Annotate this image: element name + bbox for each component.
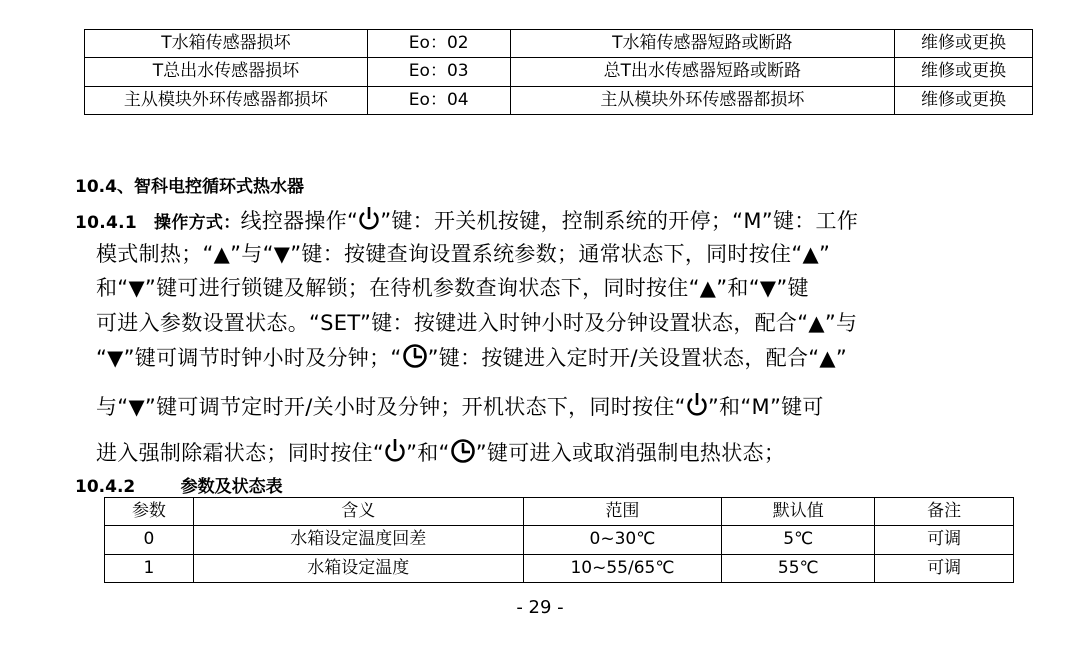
param-meaning: 水箱设定温度回差 <box>193 526 523 555</box>
param-default: 5℃ <box>722 526 875 555</box>
fault-action: 维修或更换 <box>895 58 1033 86</box>
text-run: “▼”键可调节时钟小时及分钟；“ <box>96 346 402 370</box>
fault-cause: 主从模块外环传感器都损坏 <box>510 86 895 114</box>
text-run: ”键：按键进入定时开/关设置状态，配合“▲” <box>427 346 848 370</box>
paragraph-line <box>75 205 858 237</box>
table-row <box>105 526 1014 555</box>
fault-action: 维修或更换 <box>895 86 1033 114</box>
paragraph-line <box>96 391 824 423</box>
param-meaning: 水箱设定温度 <box>193 554 523 583</box>
table-row <box>85 86 1033 114</box>
power-icon <box>686 392 708 423</box>
param-default: 55℃ <box>722 554 875 583</box>
subsection-number: 10.4.1 <box>75 213 138 233</box>
fault-code: Eo：03 <box>367 58 510 86</box>
text-run: 线控器操作“ <box>240 209 359 233</box>
text-run: 进入强制除霜状态；同时按住“ <box>96 441 385 465</box>
fault-cause: T水箱传感器短路或断路 <box>510 30 895 58</box>
page-number: - 29 - <box>516 597 564 618</box>
paragraph-line: 可进入参数设置状态。“SET”键：按键进入时钟小时及分钟设置状态，配合“▲”与 <box>96 311 858 335</box>
param-note: 可调 <box>875 554 1014 583</box>
param-id: 1 <box>105 554 194 583</box>
text-run: ”键：开关机按键，控制系统的开停；“M”键：工作 <box>380 209 859 233</box>
param-range: 0~30℃ <box>523 526 722 555</box>
table-row <box>85 30 1033 58</box>
paragraph-line: 和“▼”键可进行锁键及解锁；在待机参数查询状态下，同时按住“▲”和“▼”键 <box>96 276 809 300</box>
timer-icon <box>450 438 476 469</box>
column-header: 范围 <box>523 498 722 526</box>
parameter-table <box>104 497 1014 583</box>
param-id: 0 <box>105 526 194 555</box>
paragraph-line: 模式制热；“▲”与“▼”键：按键查询设置系统参数；通常状态下，同时按住“▲” <box>96 242 831 266</box>
param-note: 可调 <box>875 526 1014 555</box>
paragraph-line <box>96 437 785 469</box>
subsection-title: 参数及状态表 <box>180 477 283 497</box>
power-icon <box>384 438 406 469</box>
section-heading: 10.4、智科电控循环式热水器 <box>75 177 304 197</box>
text-run: 与“▼”键可调节定时开/关小时及分钟；开机状态下，同时按住“ <box>96 395 686 419</box>
timer-icon <box>402 343 428 374</box>
table-header-row <box>105 498 1014 526</box>
fault-description: T总出水传感器损坏 <box>85 58 368 86</box>
text-run: ”和“M”键可 <box>707 395 824 419</box>
fault-code: Eo：04 <box>367 86 510 114</box>
column-header: 备注 <box>875 498 1014 526</box>
text-run: ”键可进入或取消强制电热状态； <box>475 441 786 465</box>
fault-table <box>84 29 1033 115</box>
text-run: ”和“ <box>406 441 450 465</box>
subsection-heading <box>75 472 283 497</box>
column-header: 默认值 <box>722 498 875 526</box>
table-row <box>105 554 1014 583</box>
power-icon <box>358 206 380 237</box>
fault-code: Eo：02 <box>367 30 510 58</box>
subsection-title: 操作方式： <box>154 213 241 233</box>
fault-description: T水箱传感器损坏 <box>85 30 368 58</box>
fault-description: 主从模块外环传感器都损坏 <box>85 86 368 114</box>
table-row <box>85 58 1033 86</box>
subsection-number: 10.4.2 <box>75 477 136 497</box>
paragraph-line <box>96 342 847 374</box>
fault-cause: 总T出水传感器短路或断路 <box>510 58 895 86</box>
param-range: 10~55/65℃ <box>523 554 722 583</box>
fault-action: 维修或更换 <box>895 30 1033 58</box>
column-header: 参数 <box>105 498 194 526</box>
column-header: 含义 <box>193 498 523 526</box>
